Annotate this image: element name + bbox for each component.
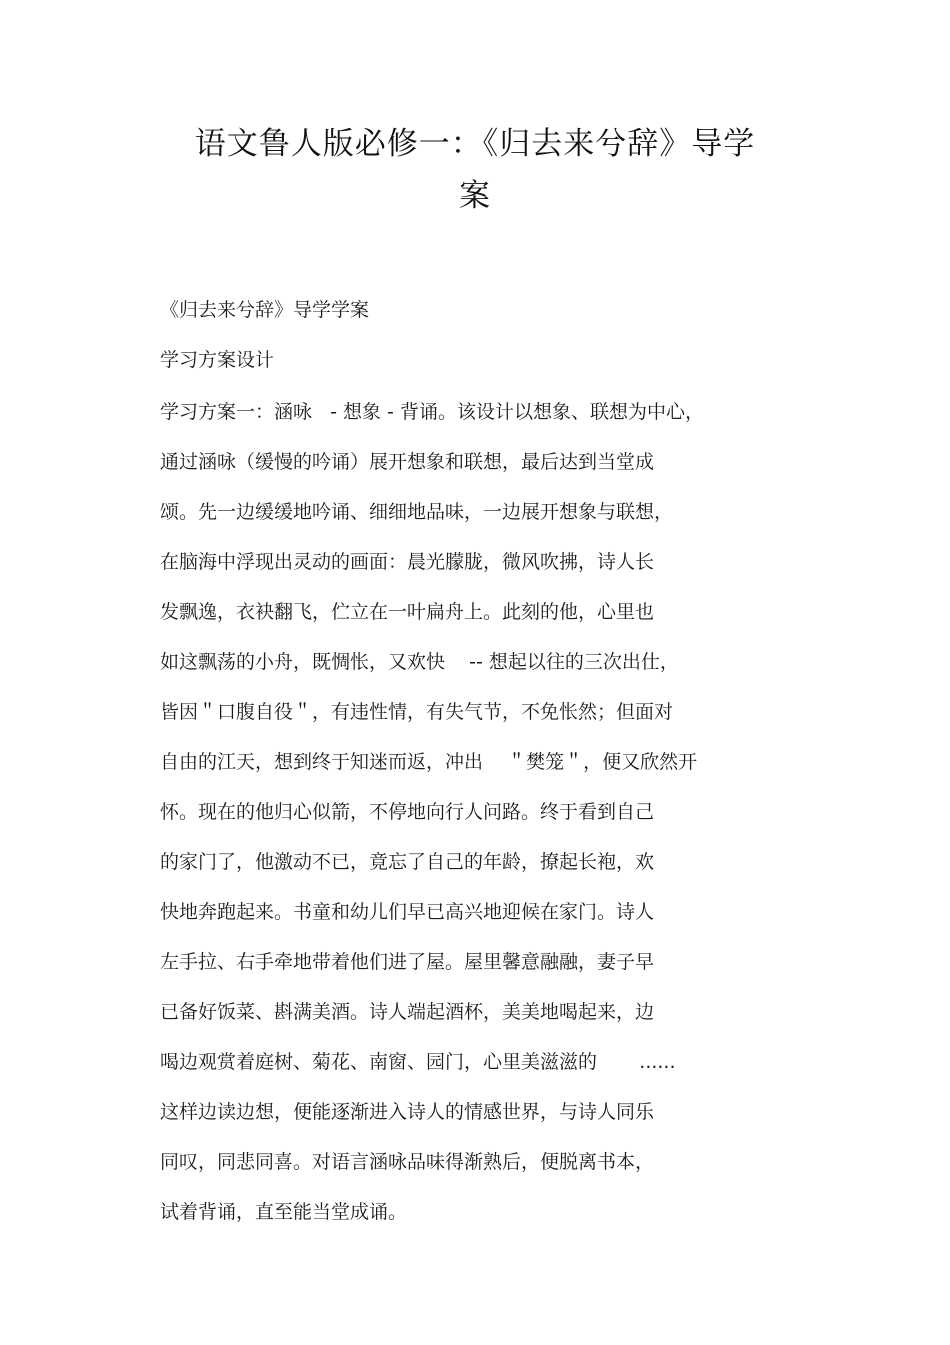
body-text — [160, 398, 800, 1248]
body-line: 的家门了，他激动不已，竟忘了自己的年龄，撩起长袍，欢 — [160, 851, 655, 873]
body-line: 发飘逸，衣袂翻飞，伫立在一叶扁舟上。此刻的他，心里也 — [160, 601, 655, 623]
body-line: 快地奔跑起来。书童和幼儿们早已高兴地迎候在家门。诗人 — [160, 901, 655, 923]
body-line: 左手拉、右手牵地带着他们进了屋。屋里馨意融融，妻子早 — [160, 951, 655, 973]
body-line: 学习方案一：涵咏 - 想象 - 背诵。该设计以想象、联想为中心， — [160, 401, 704, 423]
body-line: 在脑海中浮现出灵动的画面：晨光朦胧，微风吹拂，诗人长 — [160, 551, 655, 573]
body-line: 皆因＂口腹自役＂，有违性情，有失气节，不免怅然；但面对 — [160, 701, 674, 723]
body-line: 这样边读边想，便能逐渐进入诗人的情感世界，与诗人同乐 — [160, 1101, 655, 1123]
body-line: 试着背诵，直至能当堂成诵。 — [160, 1201, 408, 1223]
body-line: 颂。先一边缓缓地吟诵、细细地品味，一边展开想象与联想， — [160, 501, 674, 523]
body-line: 如这飘荡的小舟，既惆怅，又欢快 -- 想起以往的三次出仕， — [160, 651, 679, 673]
title-line-1: 语文鲁人版必修一：《归去来兮辞》导学 — [194, 126, 756, 162]
document-title — [150, 118, 800, 222]
body-line: 自由的江天，想到终于知迷而返，冲出 ＂樊笼＂，便又欣然开 — [160, 751, 698, 773]
body-line: 同叹，同悲同喜。对语言涵咏品味得渐熟后，便脱离书本， — [160, 1151, 655, 1173]
title-line-2: 案 — [459, 178, 491, 214]
body-line: 喝边观赏着庭树、菊花、南窗、园门，心里美滋滋的 ...... — [160, 1051, 676, 1073]
document-subtitle: 《归去来兮辞》导学学案 — [160, 299, 370, 321]
body-line: 已备好饭菜、斟满美酒。诗人端起酒杯，美美地喝起来，边 — [160, 1001, 655, 1023]
body-line: 通过涵咏（缓慢的吟诵）展开想象和联想，最后达到当堂成 — [160, 451, 655, 473]
body-line: 怀。现在的他归心似箭，不停地向行人问路。终于看到自己 — [160, 801, 655, 823]
section-heading: 学习方案设计 — [160, 349, 275, 371]
